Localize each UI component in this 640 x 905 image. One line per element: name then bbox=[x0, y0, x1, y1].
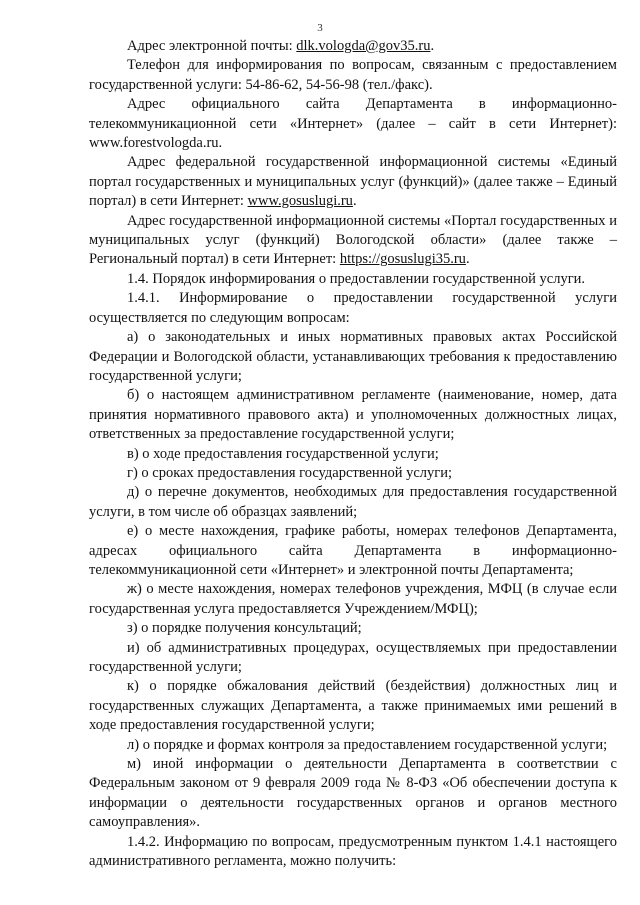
email-link[interactable]: dlk.vologda@gov35.ru bbox=[296, 38, 431, 54]
regional-portal-paragraph: Адрес государственной информационной системы «Портал государственных и муниципальных услуг (функций) Вологодской области» (далее также – Региональный портал) в сети Интернет: https://gosuslugi35.ru. bbox=[89, 212, 617, 268]
list-item-zh: ж) о месте нахождения, номерах телефонов учреждения, МФЦ (в случае если государственная услуга предоставляется Учреждением/МФЦ); bbox=[89, 581, 617, 617]
list-item-d: д) о перечне документов, необходимых для предоставления государственной услуги, в том числе об образцах заявлений; bbox=[89, 484, 617, 520]
page-number: 3 bbox=[317, 22, 323, 34]
list-item-l: л) о порядке и формах контроля за предоставлением государственной услуги; bbox=[127, 736, 608, 753]
regional-portal-link[interactable]: https://gosuslugi35.ru bbox=[339, 251, 466, 268]
list-item-z: з) о порядке получения консультаций; bbox=[127, 620, 362, 637]
list-item-b: б) о настоящем административном регламенте (наименование, номер, дата принятия нормативного правового акта) и уполномоченных должностных лицах, ответственных за предоставление государственной услуги; bbox=[89, 387, 617, 443]
email-paragraph: Адрес электронной почты: dlk.vologda@gov35.ru. bbox=[127, 38, 435, 54]
site-paragraph: Адрес официального сайта Департамента в информационно-телекоммуникационной сети «Интернет» (далее – сайт в сети Интернет): www.forestvologda.ru. bbox=[89, 96, 617, 152]
list-item-m: м) иной информации о деятельности Департамента в соответствии с Федеральным законом от 9 февраля 2009 года № 8-ФЗ «Об обеспечении доступа к информации о деятельности государственных органов и органов местного самоуправления». bbox=[89, 756, 617, 831]
section-1-4-1-paragraph: 1.4.1. Информирование о предоставлении государственной услуги осуществляется по следующим вопросам: bbox=[89, 290, 617, 326]
phone-paragraph: Телефон для информирования по вопросам, связанным с предоставлением государственной услуги: 54-86-62, 54-56-98 (тел./факс). bbox=[89, 57, 617, 93]
section-1-4-2-paragraph: 1.4.2. Информацию по вопросам, предусмотренным пунктом 1.4.1 настоящего административного регламента, можно получить: bbox=[89, 833, 617, 870]
federal-portal-paragraph: Адрес федеральной государственной информационной системы «Единый портал государственных и муниципальных услуг (функций)» (далее также – Единый портал) в сети Интернет: www.gosuslugi.ru. bbox=[89, 154, 617, 210]
list-item-a: а) о законодательных и иных нормативных правовых актах Российской Федерации и Вологодской области, устанавливающих требования к предоставлению государственной услуги; bbox=[89, 329, 617, 384]
list-item-g: г) о сроках предоставления государственной услуги; bbox=[127, 464, 452, 481]
federal-portal-link[interactable]: www.gosuslugi.ru bbox=[247, 193, 353, 210]
document-body bbox=[89, 37, 617, 871]
list-item-k: к) о порядке обжалования действий (бездействия) должностных лиц и государственных служащих Департамента, а также принимаемых ими решений в ходе предоставления государственной услуги; bbox=[89, 678, 617, 734]
list-item-v: в) о ходе предоставления государственной услуги; bbox=[127, 445, 439, 462]
section-1-4-heading: 1.4. Порядок информирования о предоставлении государственной услуги. bbox=[127, 270, 586, 287]
list-item-i: и) об административных процедурах, осуществляемых при предоставлении государственной услуги; bbox=[89, 639, 617, 675]
list-item-e: е) о месте нахождения, графике работы, номерах телефонов Департамента, адресах официального сайта Департамента в информационно-телекоммуникационной сети «Интернет» и электронной почты Департамента; bbox=[89, 523, 617, 578]
